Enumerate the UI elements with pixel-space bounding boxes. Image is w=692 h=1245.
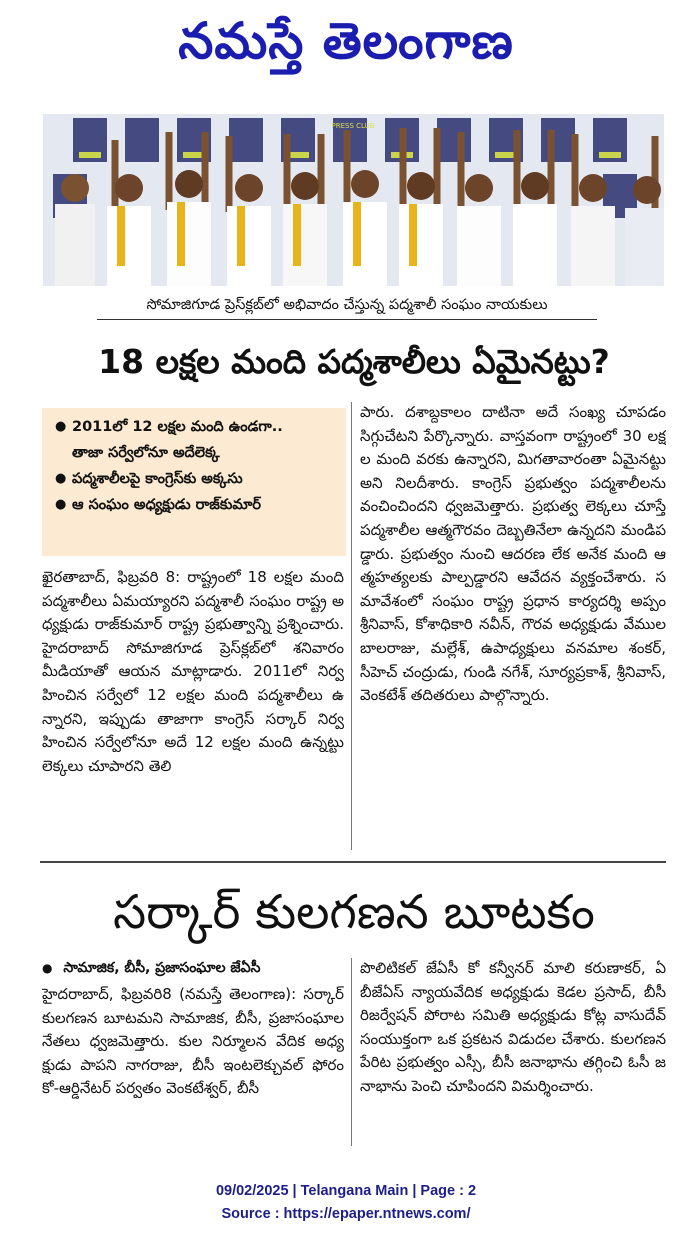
bullet-icon: ● xyxy=(55,497,67,512)
bullet-icon: ● xyxy=(55,471,67,486)
highlight-item xyxy=(50,414,340,440)
article2-column-2: పొలిటికల్ జేఏసీ కో కన్వీనర్ మాలి కరుణాకర్, ఏబీజేఏస్ న్యాయవేదిక అధ్యక్షుడు కెడల ప్రసాద్, బీసీ రిజర్వేషన్ పోరాట సమితి అధ్యక్షుడు కోట్ల వాసుదేవ్ సంయుక్తంగా ఒక ప్రకటన విడుదల చేశారు. కులగణన పేరిట ప్రభుత్వం ఎస్సీ, బీసీ జనాభాను తగ్గించి ఓసీ జనాభాను పెంచి చూపిందని విమర్శించారు. xyxy=(360,959,666,1095)
footer-source: Source : https://epaper.ntnews.com/ xyxy=(221,1206,471,1222)
section-divider xyxy=(40,861,666,863)
highlight-text-continued: తాజా సర్వేలోనూ అదేలెక్క xyxy=(72,445,220,461)
article1-column-2: పారు. దశాబ్దకాలం దాటినా అదే సంఖ్య చూపడం సిగ్గుచేటని పేర్కొన్నారు. వాస్తవంగా రాష్ట్రంలో 30 లక్షల మంది వరకు ఉన్నారని, మిగతావారంతా ఏమైనట్టు అని నిలదీశారు. కాంగ్రెస్ ప్రభుత్వం పద్మశాలీలను వంచించిందని ధ్వజమెత్తారు. ప్రభుత్వ లెక్కలు చూస్తే పద్మశాలీల ఆత్మగౌరవం దెబ్బతినేలా ఉన్నదని మండిపడ్డారు. ప్రభుత్వం నుంచి ఆదరణ లేక అనేక మంది ఆత్మహత్యలకు పాల్పడ్డారని ఆవేదన వ్యక్తంచేశారు. సమావేశంలో సంఘం రాష్ట్ర ప్రధాన కార్యదర్శి అప్పం శ్రీనివాస్, కోశాధికారి నవీన్, గౌరవ అధ్యక్షుడు వేముల బాలరాజు, మల్లేశ్, ఉపాధ్యక్షులు వనమాల శంకర్, సీహెచ్ చంద్రుడు, గుండి నగేశ్, సూర్యప్రకాశ్, శ్రీనివాస్, వెంకటేశ్ తదితరులు పాల్గొన్నారు. xyxy=(360,403,666,705)
article2-headline: సర్కార్ కులగణన బూటకం xyxy=(113,885,595,940)
news-photo xyxy=(43,114,664,286)
svg-text:PRESS CLUB: PRESS CLUB xyxy=(331,122,375,130)
highlights-box xyxy=(42,408,346,556)
bullet-icon: ● xyxy=(42,961,53,975)
article2-subhead xyxy=(42,957,347,979)
photo-caption: సోమాజిగూడ ప్రెస్‌క్లబ్‌లో అభివాదం చేస్తున్న పద్మశాలీ సంఘం నాయకులు xyxy=(97,295,597,320)
article-headline: 18 లక్షల మంది పద్మశాలీలు ఏమైనట్టు? xyxy=(98,342,610,381)
article1-column-1: ఖైరతాబాద్, ఫిబ్రవరి 8: రాష్ట్రంలో 18 లక్షల మంది పద్మశాలీలు ఏమయ్యారని పద్మశాలీ సంఘం రాష్ట్ర అధ్యక్షుడు రాజ్‌కుమార్ రాష్ట్ర ప్రభుత్వాన్ని ప్రశ్నించారు. హైదరాబాద్ సోమాజిగూడ ప్రెస్‌క్లబ్‌లో శనివారం మీడియాతో ఆయన మాట్లాడారు. 2011లో నిర్వహించిన సర్వేలో 12 లక్షల మంది పద్మశాలీలు ఉన్నారని, ఇప్పుడు తాజాగా కాంగ్రెస్ సర్కార్ నిర్వహించిన సర్వేలోనూ అదే 12 లక్షల మంది ఉన్నట్టు లెక్కలు చూపారని తెలి xyxy=(42,568,344,775)
newspaper-masthead: నమస్తే తెలంగాణ xyxy=(178,11,514,70)
highlight-text: ఆ సంఘం అధ్యక్షుడు రాజ్‌కుమార్ xyxy=(72,497,262,513)
bullet-icon: ● xyxy=(55,419,67,434)
footer-date-edition: 09/02/2025 | Telangana Main | Page : 2 xyxy=(215,1183,477,1199)
column-divider xyxy=(351,402,352,850)
article2-column-1: హైదరాబాద్, ఫిబ్రవరి8 (నమస్తే తెలంగాణ): సర్కార్ కులగణన బూటమని సామాజిక, బీసీ, ప్రజాసంఘాల నేతలు ధ్వజమెత్తారు. కుల నిర్మూలన వేదిక అధ్యక్షుడు పాపని నాగరాజు, బీసీ ఇంటలెక్చువల్ ఫోరం కో-ఆర్డినేటర్ పర్వతం వెంకటేశ్వర్, బీసీ xyxy=(42,985,344,1098)
subhead-text: సామాజిక, బీసీ, ప్రజాసంఘాల జేఏసీ xyxy=(63,960,261,976)
highlight-item xyxy=(50,492,340,518)
highlight-text: పద్మశాలీలపై కాంగ్రెస్‌కు అక్కసు xyxy=(72,471,243,487)
column-divider xyxy=(351,958,352,1146)
highlight-text: 2011లో 12 లక్షల మంది ఉండగా.. xyxy=(72,419,283,435)
highlight-item xyxy=(50,466,340,492)
